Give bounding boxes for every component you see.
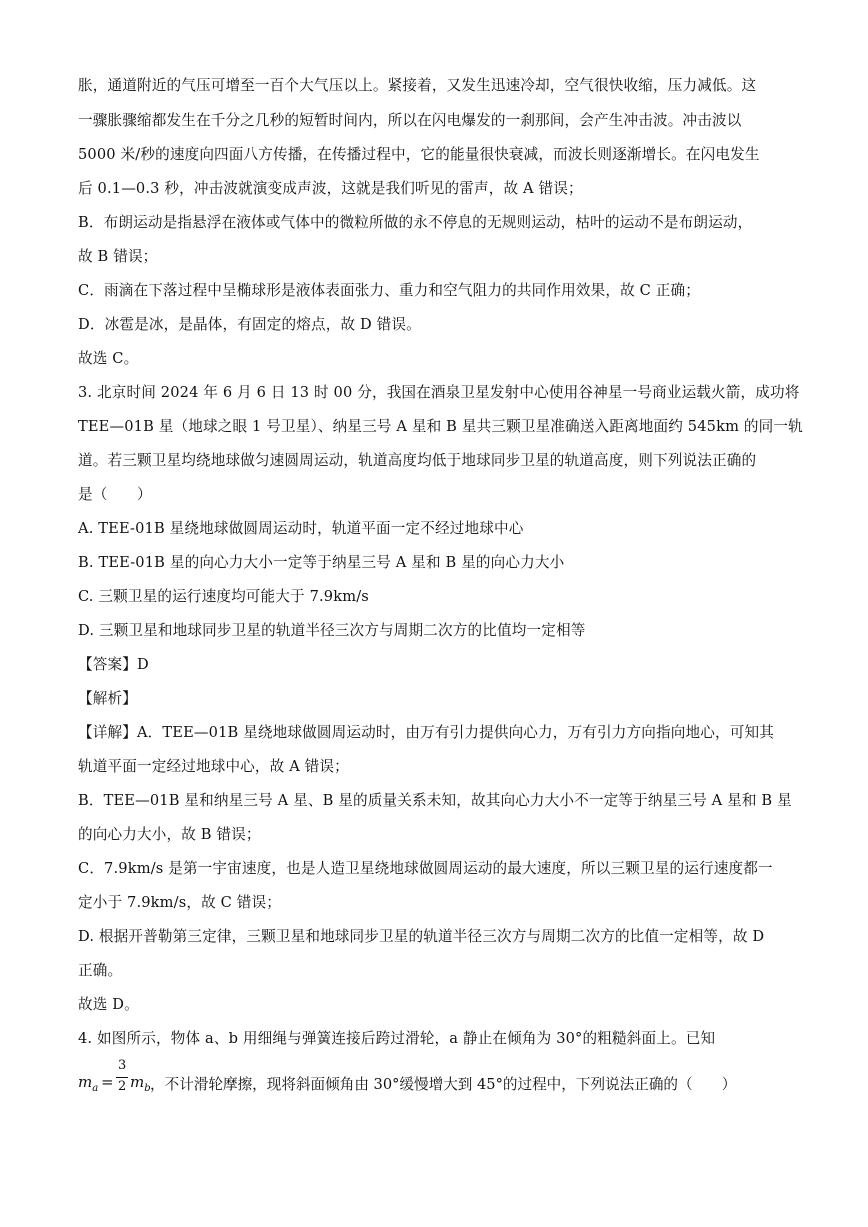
question-3-stem: 3. 北京时间 2024 年 6 月 6 日 13 时 00 分，我国在酒泉卫星发射中心使用谷神星一号商业运载火箭，成功将 bbox=[78, 384, 800, 401]
text-line: 后 0.1—0.3 秒，冲击波就演变成声波，这就是我们听见的雷声，故 A 错误； bbox=[78, 180, 583, 197]
text-line: TEE—01B 星（地球之眼 1 号卫星）、纳星三号 A 星和 B 星共三颗卫星准确送入距离地面约 545km 的同一轨 bbox=[78, 418, 803, 435]
text-line: 故选 D。 bbox=[78, 996, 139, 1013]
mass-ratio-formula-line bbox=[78, 1056, 838, 1106]
question-4-stem: 4. 如图所示，物体 a、b 用细绳与弹簧连接后跨过滑轮，a 静止在倾角为 30°的粗糙斜面上。已知 bbox=[78, 1030, 716, 1047]
formula-equals: = bbox=[101, 1073, 114, 1091]
option-a: A. TEE-01B 星绕地球做圆周运动时，轨道平面一定不经过地球中心 bbox=[78, 520, 524, 537]
formula-numerator: 3 bbox=[118, 1058, 127, 1073]
text-line: C．雨滴在下落过程中呈椭球形是液体表面张力、重力和空气阻力的共同作用效果，故 C 正确； bbox=[78, 282, 700, 299]
question-4-stem-continued: ，不计滑轮摩擦，现将斜面倾角由 30°缓慢增大到 45°的过程中，下列说法正确的（ ） bbox=[150, 1076, 737, 1093]
formula-m-b: $m_b$ bbox=[130, 1073, 151, 1094]
answer-label: 【答案】D bbox=[78, 656, 149, 673]
option-c: C. 三颗卫星的运行速度均可能大于 7.9km/s bbox=[78, 588, 369, 605]
text-line: 轨道平面一定经过地球中心，故 A 错误； bbox=[78, 758, 349, 775]
text-line: B．布朗运动是指悬浮在液体或气体中的微粒所做的永不停息的无规则运动，枯叶的运动不是布朗运动， bbox=[78, 214, 753, 231]
text-line: 5000 米/秒的速度向四面八方传播，在传播过程中，它的能量很快衰减，而波长则逐渐增长。在闪电发生 bbox=[78, 146, 760, 163]
detail-explanation: 【详解】A．TEE—01B 星绕地球做圆周运动时，由万有引力提供向心力，万有引力方向指向地心，可知其 bbox=[78, 724, 774, 741]
fraction-bar bbox=[116, 1077, 128, 1078]
text-line: 胀，通道附近的气压可增至一百个大气压以上。紧接着，又发生迅速冷却，空气很快收缩，压力减低。这 bbox=[78, 77, 757, 94]
text-line: 是（ ） bbox=[78, 486, 152, 503]
analysis-label: 【解析】 bbox=[78, 690, 137, 707]
text-line: D．冰雹是冰，是晶体，有固定的熔点，故 D 错误。 bbox=[78, 316, 421, 333]
text-line: D. 根据开普勒第三定律，三颗卫星和地球同步卫星的轨道半径三次方与周期二次方的比值一定相等，故 D bbox=[78, 928, 765, 945]
text-line: 的向心力大小，故 B 错误； bbox=[78, 826, 261, 843]
mass-ratio-formula bbox=[78, 1056, 151, 1106]
formula-denominator: 2 bbox=[118, 1079, 127, 1094]
text-line: B．TEE—01B 星和纳星三号 A 星、B 星的质量关系未知，故其向心力大小不一定等于纳星三号 A 星和 B 星 bbox=[78, 792, 792, 809]
text-line: 故 B 错误； bbox=[78, 248, 158, 265]
text-line: 道。若三颗卫星均绕地球做匀速圆周运动，轨道高度均低于地球同步卫星的轨道高度，则下列说法正确的 bbox=[78, 452, 757, 469]
formula-m-a: $m_a$ bbox=[78, 1073, 99, 1094]
text-line: C．7.9km/s 是第一宇宙速度，也是人造卫星绕地球做圆周运动的最大速度，所以三颗卫星的运行速度都一 bbox=[78, 860, 773, 877]
text-line: 定小于 7.9km/s，故 C 错误； bbox=[78, 894, 281, 911]
text-line: 故选 C。 bbox=[78, 350, 139, 367]
option-d: D. 三颗卫星和地球同步卫星的轨道半径三次方与周期二次方的比值均一定相等 bbox=[78, 622, 586, 639]
option-b: B. TEE-01B 星的向心力大小一定等于纳星三号 A 星和 B 星的向心力大小 bbox=[78, 554, 565, 571]
text-line: 正确。 bbox=[78, 962, 123, 979]
text-line: 一骤胀骤缩都发生在千分之几秒的短暂时间内，所以在闪电爆发的一刹那间，会产生冲击波。冲击波以 bbox=[78, 112, 742, 129]
